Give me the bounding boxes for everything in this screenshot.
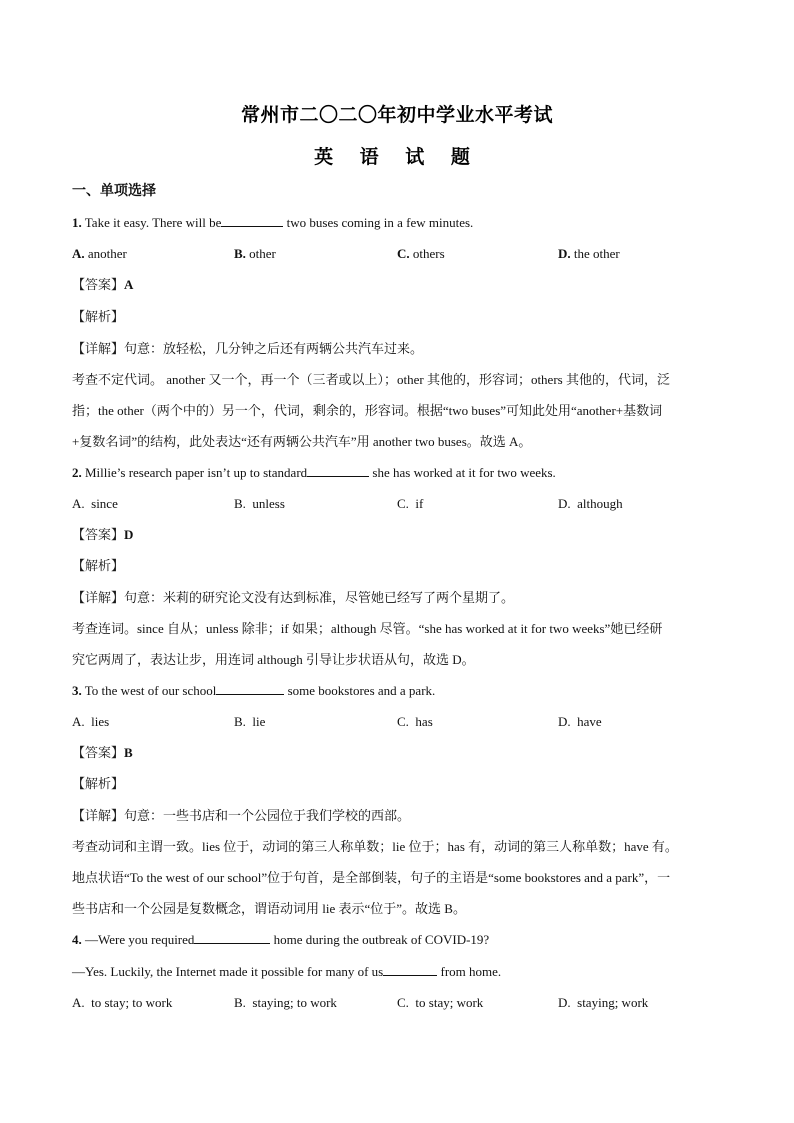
- option-c: C. to stay; work: [397, 995, 484, 1010]
- section-heading: 一、单项选择: [72, 183, 156, 199]
- option-d: D. although: [558, 496, 623, 511]
- question-3-analysis-label: 【解析】: [72, 777, 125, 792]
- option-b: B. lie: [234, 714, 266, 729]
- question-2-detail-1: 【详解】句意：米莉的研究论文没有达到标准，尽管她已经写了两个星期了。: [72, 590, 515, 606]
- option-d: D. have: [558, 714, 602, 729]
- option-c: C. others: [397, 246, 445, 261]
- question-1-detail-3: 指；the other（两个中的）另一个，代词，剩余的，形容词。根据“two buses”可知此处用“another+基数词: [72, 403, 663, 418]
- option-a: A. since: [72, 496, 118, 511]
- answer-blank: [194, 931, 270, 944]
- question-2-detail-3: 究它两周了，表达让步，用连词 although 引导让步状语从句，故选 D。: [72, 652, 475, 667]
- answer-blank: [307, 464, 369, 477]
- answer-label: 【答案】: [72, 278, 125, 293]
- exam-subtitle: 英 语 试 题: [314, 146, 480, 168]
- question-2-analysis-label: 【解析】: [72, 559, 125, 574]
- option-d: D. the other: [558, 246, 620, 261]
- question-3-detail-3: 地点状语“To the west of our school”位于句首，是全部倒装，句子的主语是“some bookstores and a park”，一: [72, 870, 671, 885]
- exam-title: 常州市二〇二〇年初中学业水平考试: [240, 104, 553, 126]
- question-1-detail-1: 【详解】句意：放轻松，几分钟之后还有两辆公共汽车过来。: [72, 341, 424, 357]
- answer-blank: [383, 963, 437, 976]
- option-b: B. unless: [234, 496, 285, 511]
- stem-text: two buses coming in a few minutes.: [283, 215, 474, 230]
- stem-text: Take it easy. There will be: [84, 215, 222, 230]
- option-b: B. other: [234, 246, 276, 261]
- option-a: A. lies: [72, 714, 110, 729]
- question-1-analysis-label: 【解析】: [72, 310, 125, 325]
- option-a: A. another: [72, 246, 127, 261]
- answer-blank: [216, 682, 284, 695]
- option-c: C. has: [397, 714, 433, 729]
- option-c: C. if: [397, 496, 424, 511]
- option-d: D. staying; work: [558, 995, 649, 1010]
- option-a: A. to stay; to work: [72, 995, 173, 1010]
- question-3-detail-2: 考查动词和主谓一致。lies 位于，动词的第三人称单数；lie 位于；has 有，动词的第三人称单数；have 有。: [72, 839, 678, 854]
- answer-value: A: [124, 277, 134, 292]
- question-1-detail-4: +复数名词”的结构，此处表达“还有两辆公共汽车”用 another two buses。故选 A。: [72, 434, 532, 449]
- question-1-answer: [72, 276, 724, 295]
- option-b: B. staying; to work: [234, 995, 337, 1010]
- question-number: 1.: [72, 215, 82, 230]
- question-3-detail-1: 【详解】句意：一些书店和一个公园位于我们学校的西部。: [72, 808, 411, 824]
- question-3-answer: 【答案】B: [72, 745, 133, 761]
- question-4-stem: 4. —Were you required home during the outbreak of COVID-19?: [72, 932, 490, 947]
- question-2-stem: 2. Millie’s research paper isn’t up to standard she has worked at it for two weeks.: [72, 465, 556, 480]
- question-4-stem-2: —Yes. Luckily, the Internet made it possible for many of us from home.: [72, 964, 502, 979]
- answer-blank: [221, 214, 283, 227]
- question-1-stem: [72, 214, 724, 232]
- question-3-stem: 3. To the west of our school some bookstores and a park.: [72, 683, 436, 698]
- question-3-detail-4: 些书店和一个公园是复数概念，谓语动词用 lie 表示“位于”。故选 B。: [72, 901, 466, 916]
- question-1-detail-2: 考查不定代词。 another 又一个，再一个（三者或以上）；other 其他的，形容词；others 其他的，代词，泛: [72, 372, 670, 387]
- question-2-detail-2: 考查连词。since 自从；unless 除非；if 如果；although 尽管。“she has worked at it for two weeks”她已经研: [72, 621, 663, 636]
- question-2-answer: 【答案】D: [72, 527, 134, 543]
